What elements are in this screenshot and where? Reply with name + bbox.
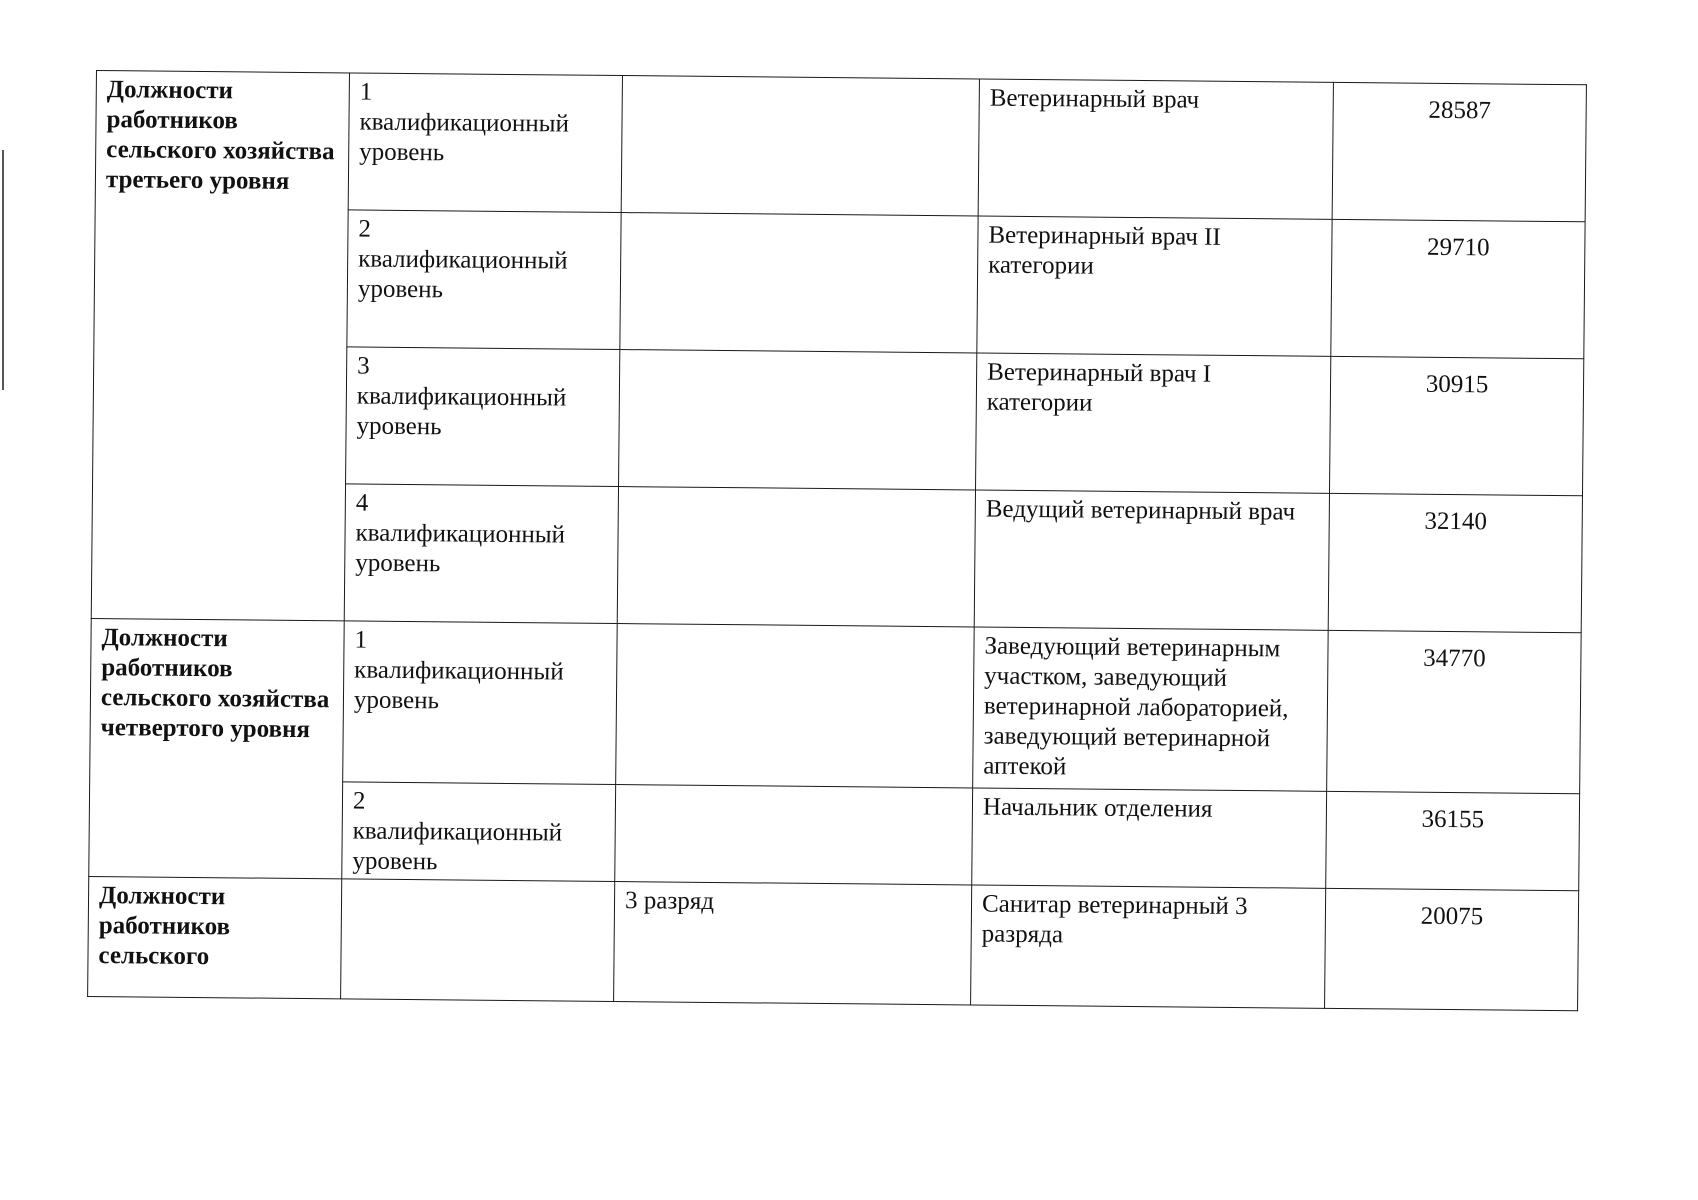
grade-cell	[616, 624, 975, 788]
grade-cell: 3 разряд	[614, 882, 972, 1005]
salary-cell: 32140	[1328, 493, 1582, 632]
qualification-level-cell	[348, 73, 622, 213]
qualification-level-cell	[346, 347, 620, 487]
level-number: 4	[355, 489, 369, 517]
level-label: квалификационный	[356, 382, 567, 412]
level-number: 1	[359, 78, 373, 106]
position-cell: Ветеринарный врач II категории	[977, 216, 1332, 356]
qualification-level-cell	[343, 621, 618, 785]
grade-cell	[617, 487, 975, 627]
level-label: квалификационный	[359, 108, 570, 138]
group-title-third-level: Должности работников сельского хозяйства третьего уровня	[91, 71, 349, 621]
level-word: уровень	[353, 686, 440, 715]
level-number: 2	[352, 787, 366, 815]
level-label: квалификационный	[355, 519, 566, 549]
level-word: уровень	[355, 549, 441, 578]
grade-cell	[621, 76, 979, 216]
level-number: 3	[357, 352, 370, 380]
level-label: квалификационный	[352, 817, 563, 847]
level-word: уровень	[359, 138, 445, 167]
qualification-level-cell	[347, 210, 621, 350]
level-number: 1	[354, 626, 368, 654]
table-row	[88, 876, 1579, 1010]
group-title-agriculture: Должности работников сельского	[88, 876, 342, 998]
level-word: уровень	[356, 412, 442, 441]
level-number: 2	[358, 215, 372, 243]
position-cell: Начальник отделения	[972, 788, 1327, 888]
position-cell: Ветеринарный врач	[978, 79, 1333, 219]
qualification-level-cell	[342, 782, 616, 882]
salary-cell: 20075	[1325, 888, 1579, 1010]
salary-table	[87, 70, 1587, 1011]
group-title-fourth-level: Должности работников сельского хозяйства четвертого уровня	[89, 618, 344, 878]
scan-edge-line	[2, 150, 4, 390]
grade-cell	[615, 785, 973, 885]
qualification-level-cell	[344, 484, 618, 624]
level-label: квалификационный	[358, 245, 568, 275]
level-label: квалификационный	[354, 656, 564, 686]
table-row	[90, 618, 1581, 793]
level-word: уровень	[352, 847, 438, 876]
position-cell: Санитар ветеринарный 3 разряда	[971, 885, 1326, 1008]
grade-cell	[619, 350, 977, 490]
qualification-level-cell	[341, 879, 615, 1002]
salary-cell: 30915	[1329, 356, 1583, 495]
salary-cell: 36155	[1326, 791, 1580, 890]
salary-cell: 29710	[1331, 219, 1585, 358]
salary-cell: 34770	[1327, 630, 1582, 793]
grade-cell	[620, 213, 978, 353]
position-cell: Заведующий ветеринарным участком, заведующий ветеринарной лабораторией, заведующий ветеринарной аптекой	[973, 627, 1329, 791]
position-cell: Ведущий ветеринарный врач	[974, 490, 1329, 630]
position-cell: Ветеринарный врач I категории	[976, 353, 1331, 493]
level-word: уровень	[357, 275, 444, 304]
salary-cell: 28587	[1332, 82, 1586, 221]
table-row	[95, 71, 1586, 222]
